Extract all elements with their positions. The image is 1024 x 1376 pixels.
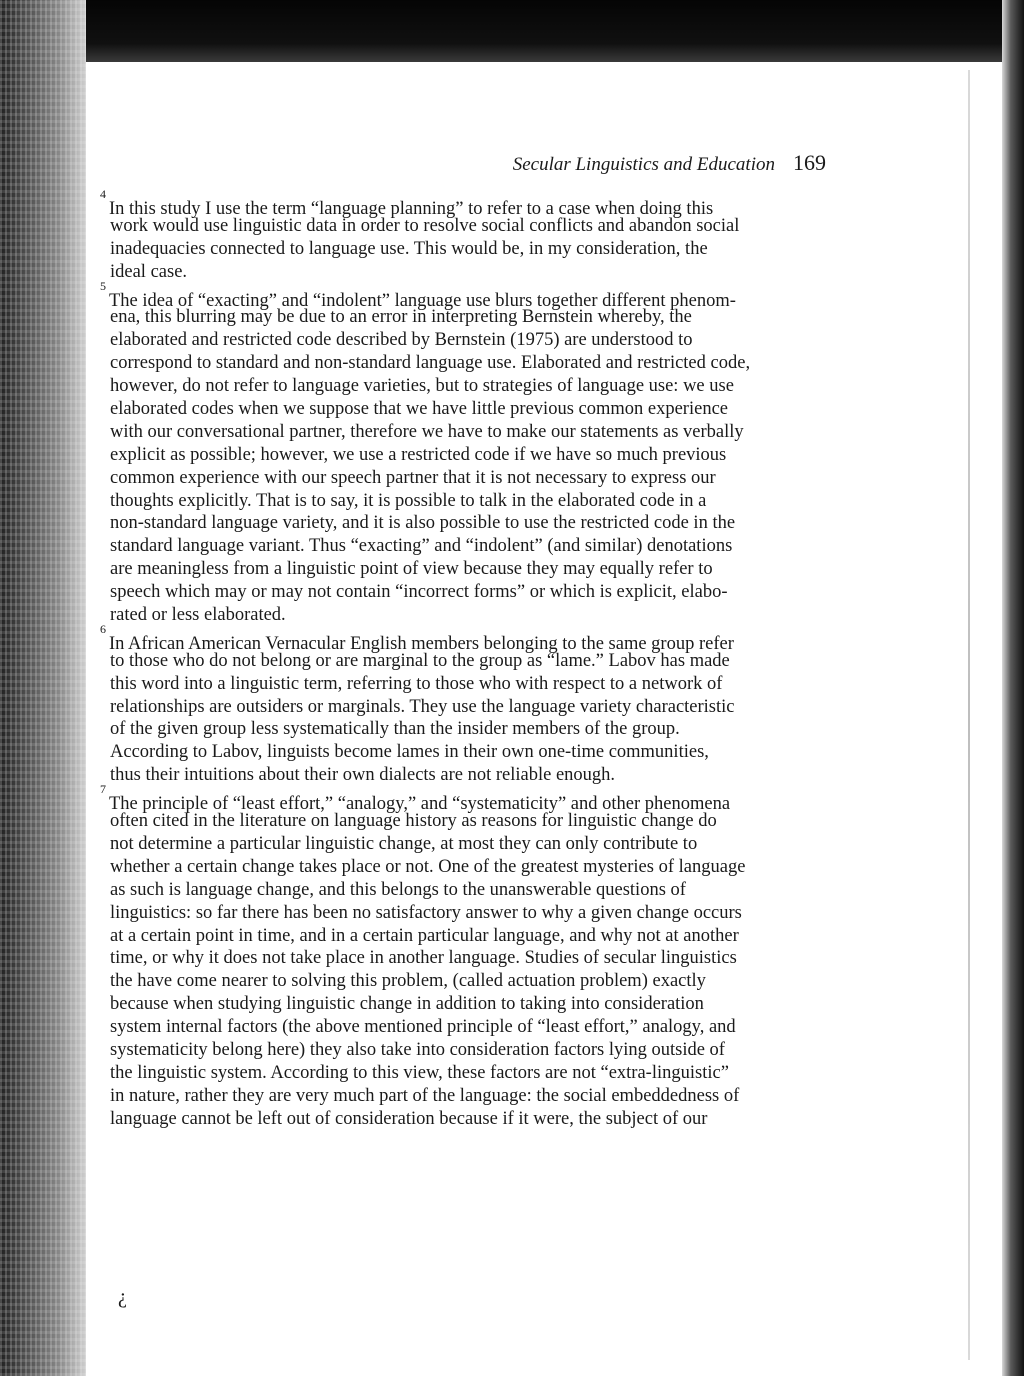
endnotes	[100, 187, 810, 1131]
note-5-line-5: however, do not refer to language varieties, but to strategies of language use: we use	[110, 376, 734, 397]
note-5-line-14: speech which may or may not contain “incorrect forms” or which is explicit, elabo-	[110, 582, 728, 603]
note-7-number: 7	[100, 782, 106, 797]
note-5-line-15: rated or less elaborated.	[110, 605, 286, 626]
note-5-line-1: $^5$The idea of “exacting” and “indolent” language use blurs together different phenom-	[100, 278, 736, 311]
note-5-line-8: explicit as possible; however, we use a restricted code if we have so much previous	[110, 444, 727, 465]
note-4-number: 4	[100, 187, 106, 201]
note-7-line-5: as such is language change, and this belongs to the unanswerable questions of	[110, 879, 686, 900]
note-7-line-7: at a certain point in time, and in a certain particular language, and why not at another	[110, 925, 739, 946]
page-number: 169	[793, 150, 826, 175]
margin-mark: ¿	[118, 1286, 127, 1308]
note-6-line-4: relationships are outsiders or marginals. They use the language variety characteristic	[110, 696, 735, 717]
note-5-line-4: correspond to standard and non-standard language use. Elaborated and restricted code,	[110, 353, 751, 374]
scan-right-rule	[968, 70, 970, 1360]
running-title: Secular Linguistics and Education	[512, 154, 775, 175]
note-7-line-2: often cited in the literature on language history as reasons for linguistic change do	[110, 811, 717, 832]
note-5-line-13: are meaningless from a linguistic point of view because they may equally refer to	[110, 559, 713, 580]
note-5-line-9: common experience with our speech partner that it is not necessary to express our	[110, 467, 716, 488]
note-6-line-2: to those who do not belong or are marginal to the group as “lame.” Labov has made	[110, 650, 730, 671]
note-5-line-2: ena, this blurring may be due to an error in interpreting Bernstein whereby, the	[110, 307, 692, 328]
note-4-line-3: inadequacies connected to language use. This would be, in my consideration, the	[110, 238, 708, 259]
note-7-line-15: language cannot be left out of consideration because if it were, the subject of our	[110, 1108, 708, 1129]
note-7-line-11: system internal factors (the above mentioned principle of “least effort,” analogy, and	[110, 1017, 736, 1038]
note-7-line-13: the linguistic system. According to this view, these factors are not “extra-linguistic”	[110, 1062, 729, 1083]
note-6-line-5: of the given group less systematically than the insider members of the group.	[110, 719, 680, 740]
note-6-line-7: thus their intuitions about their own dialects are not reliable enough.	[110, 765, 616, 786]
note-5-number: 5	[100, 278, 106, 293]
running-head	[506, 150, 826, 180]
note-5-line-3: elaborated and restricted code described by Bernstein (1975) are understood to	[110, 330, 693, 351]
note-6-line-6: According to Labov, linguists become lames in their own one-time communities,	[110, 742, 709, 763]
note-7-line-9: the have come nearer to solving this problem, (called actuation problem) exactly	[110, 971, 706, 992]
scan-left-edge	[0, 0, 86, 1376]
note-6-line-1: $^6$In African American Vernacular English members belonging to the same group refer	[100, 621, 734, 655]
note-5-line-7: with our conversational partner, therefore we have to make our statements as verbally	[110, 421, 744, 442]
note-7-line-3: not determine a particular linguistic change, at most they can only contribute to	[110, 833, 698, 854]
note-7-line-10: because when studying linguistic change in addition to taking into consideration	[110, 994, 704, 1015]
note-5-line-12: standard language variant. Thus “exacting” and “indolent” (and similar) denotations	[110, 536, 733, 557]
scan-top-edge	[0, 0, 1024, 62]
note-7-line-12: systematicity belong here) they also take into consideration factors lying outside of	[110, 1039, 725, 1060]
note-7-line-8: time, or why it does not take place in another language. Studies of secular linguistics	[110, 948, 737, 969]
note-4-line-2: work would use linguistic data in order to resolve social conflicts and abandon social	[110, 215, 740, 236]
note-7-line-14: in nature, rather they are very much part of the language: the social embeddedness of	[110, 1085, 740, 1106]
note-5-line-11: non-standard language variety, and it is also possible to use the restricted code in the	[110, 513, 736, 534]
scan-right-edge	[1002, 0, 1024, 1376]
note-7-line-4: whether a certain change takes place or not. One of the greatest mysteries of language	[110, 856, 746, 877]
note-5-line-6: elaborated codes when we suppose that we have little previous common experience	[110, 399, 728, 420]
note-6-number: 6	[100, 621, 106, 636]
note-4-line-1: $^4$In this study I use the term “language planning” to refer to a case when doing this	[100, 187, 714, 220]
note-5-line-10: thoughts explicitly. That is to say, it is possible to talk in the elaborated code in a	[110, 490, 707, 511]
note-6-line-3: this word into a linguistic term, referring to those who with respect to a network of	[110, 673, 723, 694]
note-7-line-1: $^7$The principle of “least effort,” “analogy,” and “systematicity” and other phenomena	[100, 782, 731, 815]
note-7-line-6: linguistics: so far there has been no satisfactory answer to why a given change occurs	[110, 902, 742, 923]
note-4-line-4: ideal case.	[110, 261, 188, 282]
